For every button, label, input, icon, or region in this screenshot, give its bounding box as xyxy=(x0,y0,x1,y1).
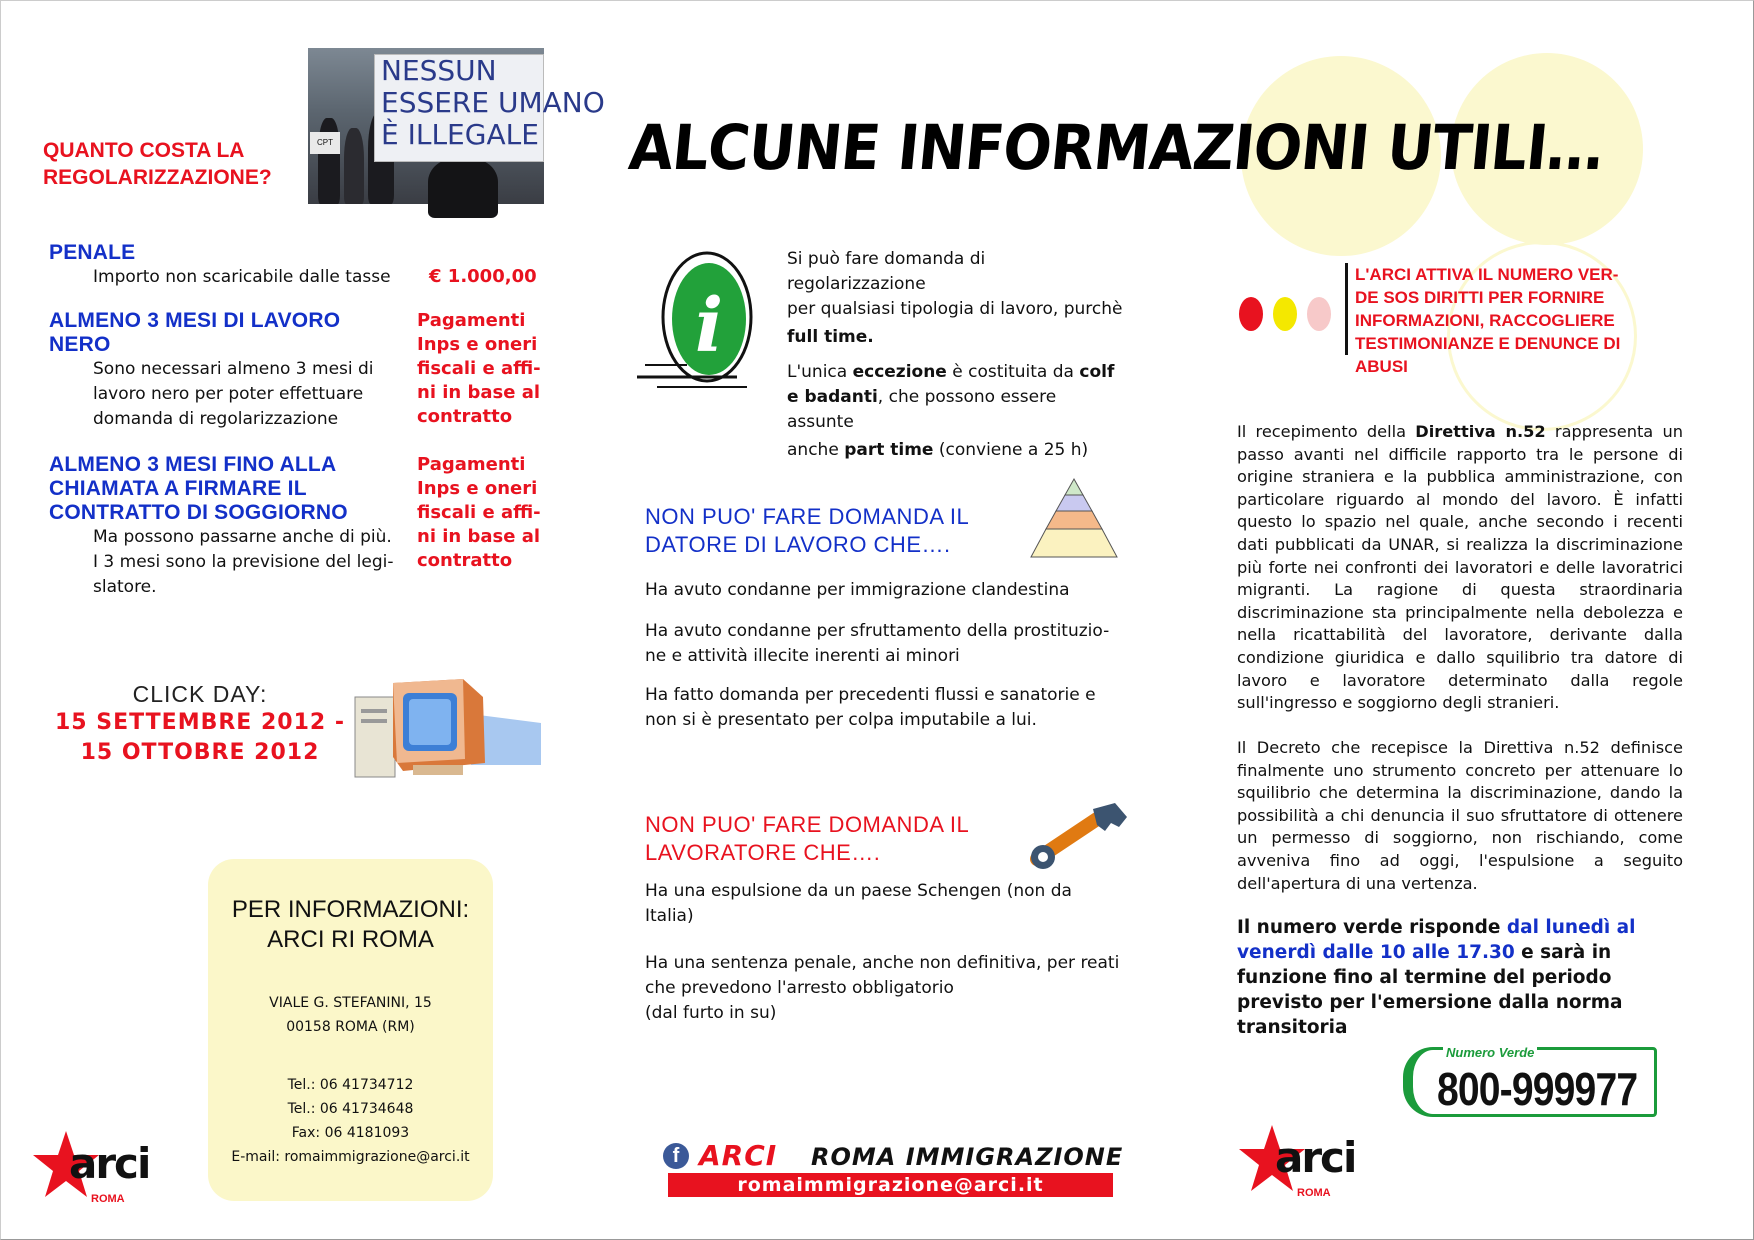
numero-verde-heading: L'ARCI ATTIVA IL NUMERO VER- DE SOS DIRITTI PER FORNIRE INFORMAZIONI, RACCOGLIERE TESTIMONIANZE E DENUNCE DI ABUSI xyxy=(1355,265,1621,376)
numero-verde-number[interactable]: 800-999977 xyxy=(1437,1063,1638,1115)
photo-sign: NESSUN ESSERE UMANO È ILLEGALE xyxy=(374,54,544,162)
list-item: Ha avuto condanne per immigrazione clandestina xyxy=(645,580,1070,600)
click-day-date-1: 15 SETTEMBRE 2012 - xyxy=(55,710,346,735)
computer-icon xyxy=(353,677,541,781)
lavoro-nero-side: Pagamenti Inps e oneri fiscali e affi- ni in base al contratto xyxy=(417,310,541,427)
lavoratore-list xyxy=(645,879,1125,1026)
penale-amount: € 1.000,00 xyxy=(429,266,537,287)
protest-photo xyxy=(308,48,605,204)
info-icon xyxy=(637,247,777,397)
penale-title: PENALE xyxy=(49,241,136,264)
list-item: Ha una espulsione da un paese Schengen (non da Italia) xyxy=(645,881,1072,926)
arci-logo-left: arci ROMA xyxy=(31,1129,151,1219)
red-dot xyxy=(1239,297,1263,331)
info-address: VIALE G. STEFANINI, 15 00158 ROMA (RM) xyxy=(269,995,432,1035)
intro-text: Si può fare domanda di regolarizzazione per qualsiasi tipologia di lavoro, purchè full time. L'unica eccezione è costituita da colf e badanti, che possono essere assunte anche part time (conviene a 25 h) xyxy=(787,249,1123,460)
pink-dot xyxy=(1307,297,1331,331)
lavoro-nero-title: ALMENO 3 MESI DI LAVORO NERO xyxy=(49,309,341,356)
costs-heading: QUANTO COSTA LA REGOLARIZZAZIONE? xyxy=(43,139,272,189)
info-contacts: Tel.: 06 41734712 Tel.: 06 41734648 Fax: 06 4181093 E-mail: romaimmigrazione@arci.it xyxy=(208,1073,493,1169)
penale-desc: Importo non scaricabile dalle tasse xyxy=(93,267,391,287)
svg-text:i: i xyxy=(694,283,724,369)
click-day-date-2: 15 OTTOBRE 2012 xyxy=(80,740,320,765)
datore-list xyxy=(645,578,1125,733)
info-title: PER INFORMAZIONI: ARCI RI ROMA xyxy=(231,896,470,953)
fb-arci: ARCI xyxy=(699,1139,778,1172)
main-title: ALCUNE INFORMAZIONI UTILI… xyxy=(625,111,1607,184)
info-box xyxy=(208,859,493,1201)
pyramid-icon xyxy=(1027,477,1121,561)
decreto-paragraph: Il Decreto che recepisce la Direttiva n.52 definisce finalmente uno strumento concreto per attenuare lo squilibrio che determina la discriminazione, dando la possibilità a chi denuncia il suo sfruttatore di ottenere un permesso di soggiorno, non rischiando, come avveniva fino ad oggi, l'espulsione a seguito dell'apertura di una vertenza. xyxy=(1237,738,1683,893)
fb-email[interactable]: romaimmigrazione@arci.it xyxy=(668,1173,1113,1197)
orari-paragraph: Il numero verde risponde dal lunedì al venerdì dalle 10 alle 17.30 e sarà in funzione fino al termine del periodo previsto per l'emersione dalla norma transitoria xyxy=(1237,917,1636,1038)
list-item: Ha avuto condanne per sfruttamento della prostituzio- ne e attività illecite inerenti ai minori xyxy=(645,621,1110,666)
lavoratore-title: NON PUO' FARE DOMANDA IL LAVORATORE CHE…. xyxy=(645,812,970,865)
lavoro-nero-desc: Sono necessari almeno 3 mesi di lavoro nero per poter effettuare domanda di regolarizzazione xyxy=(93,359,374,429)
numero-verde-label: Numero Verde xyxy=(1443,1045,1537,1060)
list-item: Ha fatto domanda per precedenti flussi e sanatorie e non si è presentato per colpa imputabile a lui. xyxy=(645,685,1096,730)
facebook-icon[interactable]: f xyxy=(663,1143,689,1169)
chiamata-desc: Ma possono passarne anche di più. I 3 mesi sono la previsione del legi- slatore. xyxy=(93,527,394,597)
facebook-banner[interactable] xyxy=(663,1139,1124,1197)
chiamata-side: Pagamenti Inps e oneri fiscali e affi- ni in base al contratto xyxy=(417,454,541,571)
numero-verde-box[interactable] xyxy=(1403,1047,1657,1117)
fb-roma-immigrazione: ROMA IMMIGRAZIONE xyxy=(811,1143,1124,1171)
direttiva-paragraph: Il recepimento della Direttiva n.52 rappresenta un passo avanti nel difficile rapporto tra le persone di origine straniera e la pubblica amministrazione, con particolare riguardo al mondo del lavoro. È infatti questo lo spazio nel quale, anche secondo i recenti dati pubblicati da UNAR, si realizza la discriminazione più forte nei confronti dei lavoratori e delle lavoratrici migranti. La ragione di questa straordinaria discriminazione sta principalmente nella debolezza e nella ricattabilità del lavoratore, derivante dalla condizione giuridica e dallo squilibrio tra datore di lavoro e lavoratore determinato dalla regole sull'ingresso e soggiorno degli stranieri. xyxy=(1237,422,1683,713)
list-item: Ha una sentenza penale, anche non definitiva, per reati che prevedono l'arresto obbligatorio (dal furto in su) xyxy=(645,953,1120,1023)
heading-divider xyxy=(1345,263,1348,355)
wrench-icon xyxy=(1027,801,1131,871)
click-day xyxy=(55,681,345,768)
photo-small-sign: CPT xyxy=(310,132,340,154)
chiamata-title: ALMENO 3 MESI FINO ALLA CHIAMATA A FIRMARE IL CONTRATTO DI SOGGIORNO xyxy=(49,453,348,524)
datore-title: NON PUO' FARE DOMANDA IL DATORE DI LAVORO CHE…. xyxy=(645,504,970,557)
info-email[interactable]: E-mail: romaimmigrazione@arci.it xyxy=(231,1149,470,1165)
click-day-label: CLICK DAY: xyxy=(132,681,268,707)
yellow-dot xyxy=(1273,297,1297,331)
arci-logo-right: arci ROMA xyxy=(1237,1123,1357,1213)
